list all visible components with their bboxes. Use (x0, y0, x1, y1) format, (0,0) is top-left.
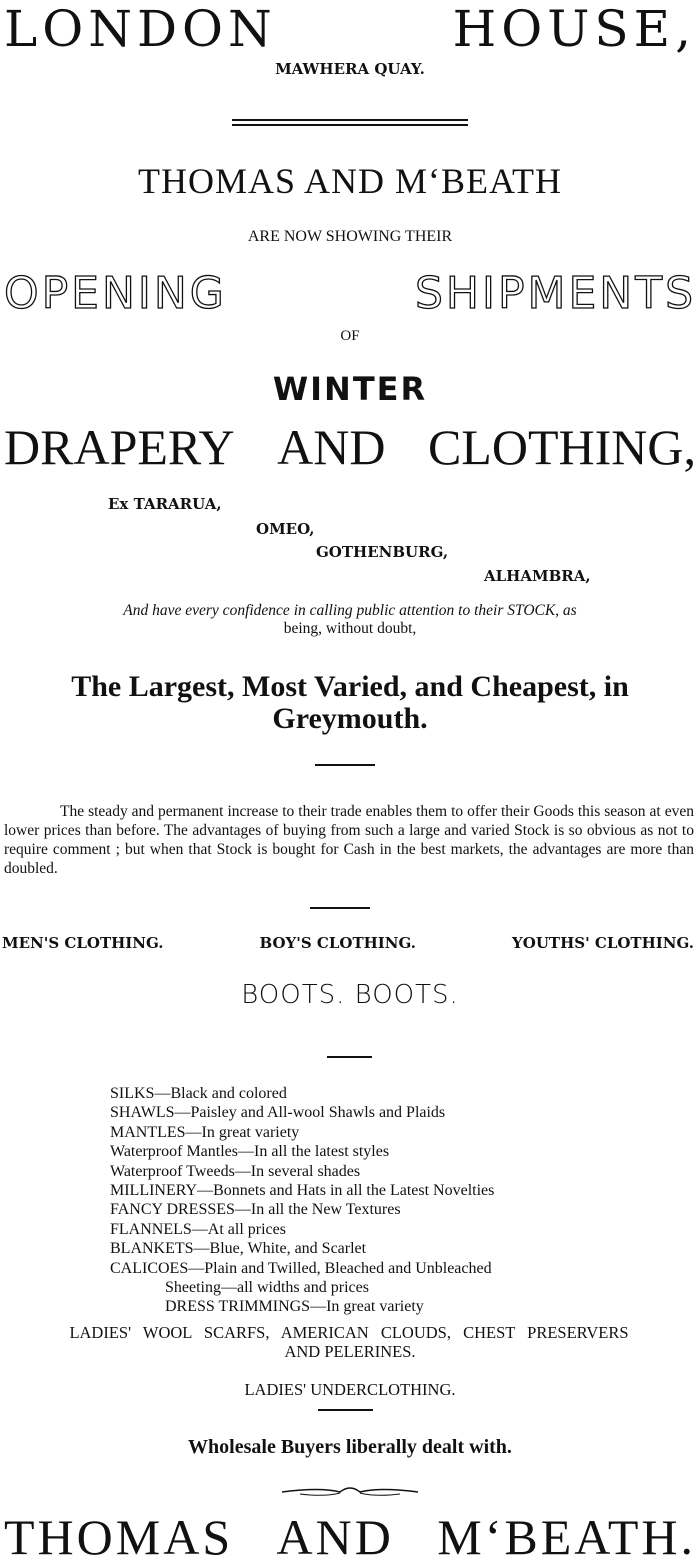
footer-word: M‘BEATH. (437, 1509, 696, 1565)
divider (318, 1409, 373, 1411)
list-item: SILKS—Black and colored (110, 1085, 287, 1102)
largest-line: The Largest, Most Varied, and Cheapest, in (71, 670, 629, 703)
opening-shipments-heading (4, 268, 696, 319)
list-item: FLANNELS—At all prices (110, 1220, 286, 1238)
divider (232, 124, 468, 126)
paragraph-text: The steady and permanent increase to their trade enables them to offer their Goods this season at even lower prices than before. The advantages of buying from such a large and varied Stock is so obvious as not to require comment ; but when that Stock is bought for Cash in the best markets, the advantages are more than doubled. (4, 803, 694, 877)
divider (232, 119, 468, 121)
footer-firm-name (4, 1508, 696, 1566)
clothing-row (2, 934, 694, 952)
intro-text: ARE NOW SHOWING THEIR (247, 228, 453, 245)
list-item: CALICOES—Plain and Twilled, Bleached and Unbleached (110, 1259, 492, 1277)
ship-name: ALHAMBRA, (484, 567, 591, 585)
ladies-wool-line: AND PELERINES. (284, 1342, 416, 1361)
list-item: MANTLES—In great variety (110, 1123, 300, 1141)
largest-line: Greymouth. (272, 702, 428, 735)
list-item: Sheeting—all widths and prices (165, 1279, 369, 1297)
list-item: FANCY DRESSES—In all the New Textures (110, 1201, 401, 1219)
underclothing: LADIES' UNDERCLOTHING. (244, 1380, 456, 1399)
list-item: Waterproof Mantles—In all the latest styles (110, 1143, 390, 1161)
ornament-divider-icon (280, 1484, 420, 1500)
goods-list (110, 1084, 494, 1317)
heading-word: SHIPMENTS (414, 268, 696, 319)
footer-word: THOMAS (4, 1509, 234, 1565)
list-item: BLANKETS—Blue, White, and Scarlet (110, 1240, 367, 1258)
confidence-line: And have every confidence in calling public attention to their STOCK, as (123, 602, 577, 619)
divider (327, 1056, 372, 1058)
firm-name: THOMAS AND M‘BEATH (137, 161, 563, 201)
boots-heading: BOOTS. BOOTS. (241, 980, 459, 1010)
ship-name: GOTHENBURG, (316, 543, 449, 561)
clothing-item: MEN'S CLOTHING. (2, 934, 164, 952)
ship-name: OMEO, (256, 520, 315, 538)
list-item: MILLINERY—Bonnets and Hats in all the Latest Novelties (110, 1182, 495, 1200)
clothing-item: YOUTHS' CLOTHING. (512, 934, 694, 952)
divider (310, 907, 370, 909)
list-item: SHAWLS—Paisley and All-wool Shawls and Plaids (110, 1104, 446, 1122)
wholesale-line: Wholesale Buyers liberally dealt with. (188, 1436, 512, 1458)
headline-word: LONDON (4, 0, 277, 58)
ladies-wool-line: LADIES' WOOL SCARFS, AMERICAN CLOUDS, CHEST PRESERVERS (69, 1323, 629, 1342)
heading-word: DRAPERY (4, 419, 235, 475)
headline-london-house (4, 0, 696, 58)
heading-word: OPENING (4, 268, 227, 319)
footer-word: AND (276, 1509, 394, 1565)
winter-heading: WINTER (272, 370, 428, 408)
list-item: DRESS TRIMMINGS—In great variety (165, 1298, 424, 1316)
list-item: Waterproof Tweeds—In several shades (110, 1162, 361, 1180)
divider (315, 764, 375, 766)
body-paragraph (4, 802, 694, 878)
confidence-line: being, without doubt, (283, 620, 417, 637)
drapery-heading (4, 418, 696, 476)
heading-word: CLOTHING, (427, 419, 696, 475)
headline-word: HOUSE, (452, 0, 696, 58)
of-text: OF (340, 328, 360, 344)
address: MAWHERA QUAY. (275, 60, 425, 78)
heading-word: AND (277, 419, 386, 475)
clothing-item: BOY'S CLOTHING. (259, 934, 417, 952)
ship-name: Ex TARARUA, (108, 495, 222, 513)
